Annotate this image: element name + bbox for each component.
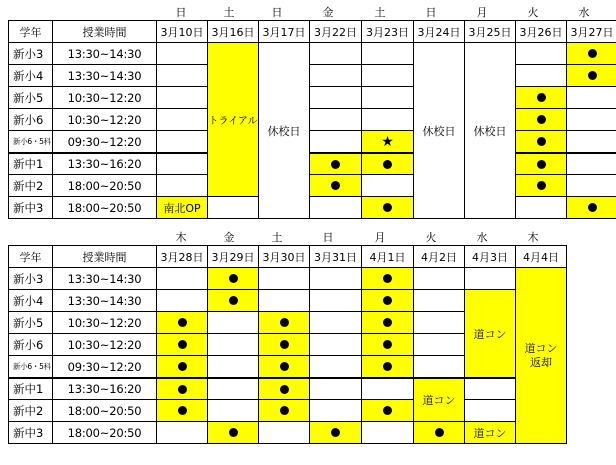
schedule-cell — [309, 355, 362, 378]
schedule-cell — [566, 152, 616, 175]
header-date: 3月23日 — [361, 20, 414, 43]
schedule-cell — [156, 399, 208, 422]
weekday-label: 木 — [175, 231, 187, 244]
schedule-cell — [361, 333, 414, 356]
schedule-cell — [361, 86, 414, 109]
schedule-cell — [413, 289, 465, 312]
schedule-cell — [156, 333, 208, 356]
docon-cell: 道コン — [464, 421, 516, 444]
schedule-cell — [207, 399, 259, 422]
grade-cell: 新中2 — [8, 399, 53, 422]
schedule-cell — [258, 377, 310, 400]
schedule-cell — [309, 267, 362, 290]
schedule-cell — [309, 152, 362, 175]
class-dot-icon — [280, 340, 289, 349]
header-date: 3月25日 — [464, 20, 516, 43]
schedule-cell — [361, 311, 414, 334]
weekday-label: 水 — [476, 231, 488, 244]
class-dot-icon — [537, 160, 546, 169]
class-dot-icon — [229, 428, 238, 437]
time-cell: 13:30~14:30 — [52, 289, 157, 312]
schedule-cell — [413, 421, 465, 444]
weekday-label: 土 — [271, 231, 283, 244]
time-cell: 18:00~20:50 — [52, 196, 157, 219]
grade-cell: 新小6 — [8, 333, 53, 356]
class-dot-icon — [383, 160, 392, 169]
schedule-cell — [309, 42, 362, 65]
schedule-cell — [156, 289, 208, 312]
header-date: 3月17日 — [258, 20, 310, 43]
schedule-cell — [309, 86, 362, 109]
class-dot-icon — [537, 137, 546, 146]
schedule-cell — [258, 289, 310, 312]
weekday-label: 月 — [374, 231, 386, 244]
trial-cell: トライアル — [207, 42, 259, 197]
schedule-cell — [309, 421, 362, 444]
schedule-cell — [156, 42, 208, 65]
grade-cell: 新中3 — [8, 421, 53, 444]
schedule-table-1 — [8, 20, 616, 240]
header-date: 3月28日 — [156, 245, 208, 268]
schedule-cell — [309, 64, 362, 87]
schedule-cell — [361, 152, 414, 175]
grade-cell: 新小5 — [8, 86, 53, 109]
docon-cell: 道コン — [413, 377, 465, 422]
class-dot-icon — [331, 428, 340, 437]
time-cell: 10:30~12:20 — [52, 311, 157, 334]
header-date: 4月1日 — [361, 245, 414, 268]
schedule-cell — [207, 289, 259, 312]
schedule-cell — [156, 311, 208, 334]
schedule-cell — [258, 267, 310, 290]
schedule-cell — [156, 130, 208, 153]
header-date: 3月24日 — [413, 20, 465, 43]
weekday-label: 水 — [578, 6, 590, 19]
schedule-cell — [309, 289, 362, 312]
schedule-cell — [207, 333, 259, 356]
weekday-label: 火 — [425, 231, 437, 244]
class-dot-icon — [280, 406, 289, 415]
time-cell: 18:00~20:50 — [52, 399, 157, 422]
class-dot-icon — [331, 160, 340, 169]
schedule-cell — [515, 108, 567, 131]
schedule-cell — [309, 311, 362, 334]
schedule-cell — [156, 108, 208, 131]
schedule-cell — [156, 64, 208, 87]
grade-cell: 新小6・5科 — [8, 130, 53, 153]
class-dot-icon — [383, 318, 392, 327]
schedule-cell — [207, 311, 259, 334]
header-date: 3月10日 — [156, 20, 208, 43]
grade-cell: 新中1 — [8, 152, 53, 175]
weekday-label: 日 — [271, 6, 283, 19]
schedule-cell — [361, 289, 414, 312]
schedule-cell — [464, 267, 516, 290]
header-time: 授業時間 — [52, 20, 157, 43]
schedule-cell — [515, 130, 567, 153]
weekday-label: 土 — [223, 6, 235, 19]
grade-cell: 新小3 — [8, 267, 53, 290]
grade-cell: 新小3 — [8, 42, 53, 65]
schedule-cell — [413, 355, 465, 378]
schedule-cell — [361, 196, 414, 219]
header-date: 3月22日 — [309, 20, 362, 43]
class-dot-icon — [280, 362, 289, 371]
class-dot-icon — [178, 385, 187, 394]
weekday-label: 金 — [223, 231, 235, 244]
header-time: 授業時間 — [52, 245, 157, 268]
schedule-cell — [309, 196, 362, 219]
header-grade: 学年 — [8, 20, 53, 43]
weekday-label: 月 — [476, 6, 488, 19]
weekday-label: 金 — [322, 6, 334, 19]
time-cell: 13:30~14:30 — [52, 267, 157, 290]
schedule-cell — [258, 311, 310, 334]
class-dot-icon — [537, 93, 546, 102]
weekday-label: 日 — [322, 231, 334, 244]
time-cell: 13:30~16:20 — [52, 152, 157, 175]
time-cell: 09:30~12:20 — [52, 355, 157, 378]
schedule-cell — [361, 355, 414, 378]
schedule-cell — [309, 130, 362, 153]
header-date: 3月26日 — [515, 20, 567, 43]
time-cell: 18:00~20:50 — [52, 174, 157, 197]
schedule-cell — [156, 267, 208, 290]
schedule-cell — [309, 377, 362, 400]
schedule-cell — [207, 196, 259, 219]
schedule-cell — [566, 108, 616, 131]
schedule-cell — [413, 333, 465, 356]
header-grade: 学年 — [8, 245, 53, 268]
grade-cell: 新小6 — [8, 108, 53, 131]
class-dot-icon — [178, 362, 187, 371]
schedule-cell — [361, 399, 414, 422]
schedule-cell — [156, 355, 208, 378]
schedule-cell — [361, 130, 414, 153]
time-cell: 18:00~20:50 — [52, 421, 157, 444]
class-dot-icon — [435, 428, 444, 437]
time-cell: 10:30~12:20 — [52, 333, 157, 356]
time-cell: 13:30~14:30 — [52, 64, 157, 87]
nanboku-op-cell: 南北OP — [156, 196, 208, 219]
schedule-cell — [515, 196, 567, 219]
grade-cell: 新中2 — [8, 174, 53, 197]
schedule-cell — [207, 421, 259, 444]
weekday-label: 木 — [527, 231, 539, 244]
schedule-cell — [258, 333, 310, 356]
schedule-cell — [361, 421, 414, 444]
class-dot-icon — [178, 318, 187, 327]
schedule-cell — [566, 42, 616, 65]
class-dot-icon — [537, 181, 546, 190]
schedule-cell — [309, 174, 362, 197]
schedule-cell — [361, 377, 414, 400]
class-dot-icon — [178, 406, 187, 415]
schedule-cell — [464, 399, 516, 422]
class-dot-icon — [331, 181, 340, 190]
schedule-cell — [258, 399, 310, 422]
header-date: 3月29日 — [207, 245, 259, 268]
schedule-cell — [413, 311, 465, 334]
schedule-cell — [566, 130, 616, 153]
schedule-cell — [361, 174, 414, 197]
schedule-cell — [464, 377, 516, 400]
class-dot-icon — [588, 49, 597, 58]
header-date: 3月31日 — [309, 245, 362, 268]
header-date: 3月27日 — [566, 20, 616, 43]
schedule-cell — [361, 108, 414, 131]
schedule-cell — [566, 174, 616, 197]
docon-return-cell: 道コン 返却 — [515, 267, 567, 444]
class-dot-icon — [383, 340, 392, 349]
holiday-cell: 休校日 — [464, 42, 516, 219]
time-cell: 10:30~12:20 — [52, 86, 157, 109]
schedule-cell — [207, 377, 259, 400]
star-icon: ★ — [381, 133, 394, 150]
class-dot-icon — [537, 115, 546, 124]
schedule-cell — [566, 86, 616, 109]
time-cell: 13:30~16:20 — [52, 377, 157, 400]
schedule-cell — [515, 174, 567, 197]
schedule-cell — [413, 267, 465, 290]
header-date: 3月30日 — [258, 245, 310, 268]
schedule-cell — [515, 42, 567, 65]
docon-cell: 道コン — [464, 289, 516, 378]
class-dot-icon — [383, 296, 392, 305]
weekday-label: 火 — [527, 6, 539, 19]
schedule-cell — [258, 421, 310, 444]
holiday-cell: 休校日 — [258, 42, 310, 219]
schedule-cell — [258, 355, 310, 378]
schedule-cell — [309, 108, 362, 131]
time-cell: 09:30~12:20 — [52, 130, 157, 153]
schedule-cell — [156, 86, 208, 109]
weekday-label: 土 — [374, 6, 386, 19]
holiday-cell: 休校日 — [413, 42, 465, 219]
schedule-cell — [156, 152, 208, 175]
class-dot-icon — [383, 274, 392, 283]
class-dot-icon — [383, 362, 392, 371]
schedule-cell — [515, 152, 567, 175]
schedule-cell — [515, 64, 567, 87]
class-dot-icon — [229, 296, 238, 305]
schedule-cell — [566, 196, 616, 219]
class-dot-icon — [178, 340, 187, 349]
time-cell: 10:30~12:20 — [52, 108, 157, 131]
schedule-cell — [361, 42, 414, 65]
schedule-cell — [361, 64, 414, 87]
schedule-cell — [207, 267, 259, 290]
grade-cell: 新小4 — [8, 64, 53, 87]
schedule-cell — [156, 174, 208, 197]
schedule-cell — [309, 399, 362, 422]
class-dot-icon — [588, 203, 597, 212]
class-dot-icon — [280, 385, 289, 394]
schedule-table-2 — [8, 245, 566, 465]
weekday-label: 日 — [425, 6, 437, 19]
grade-cell: 新小5 — [8, 311, 53, 334]
schedule-cell — [515, 86, 567, 109]
header-date: 4月4日 — [515, 245, 567, 268]
header-date: 4月2日 — [413, 245, 465, 268]
weekday-label: 日 — [175, 6, 187, 19]
grade-cell: 新小4 — [8, 289, 53, 312]
header-date: 3月16日 — [207, 20, 259, 43]
class-dot-icon — [229, 274, 238, 283]
class-dot-icon — [383, 406, 392, 415]
schedule-cell — [566, 64, 616, 87]
schedule-cell — [156, 421, 208, 444]
grade-cell: 新中1 — [8, 377, 53, 400]
schedule-cell — [207, 355, 259, 378]
schedule-cell — [361, 267, 414, 290]
class-dot-icon — [588, 71, 597, 80]
header-date: 4月3日 — [464, 245, 516, 268]
schedule-cell — [309, 333, 362, 356]
schedule-cell — [156, 377, 208, 400]
class-dot-icon — [383, 203, 392, 212]
grade-cell: 新小6・5科 — [8, 355, 53, 378]
time-cell: 13:30~14:30 — [52, 42, 157, 65]
grade-cell: 新中3 — [8, 196, 53, 219]
class-dot-icon — [280, 318, 289, 327]
